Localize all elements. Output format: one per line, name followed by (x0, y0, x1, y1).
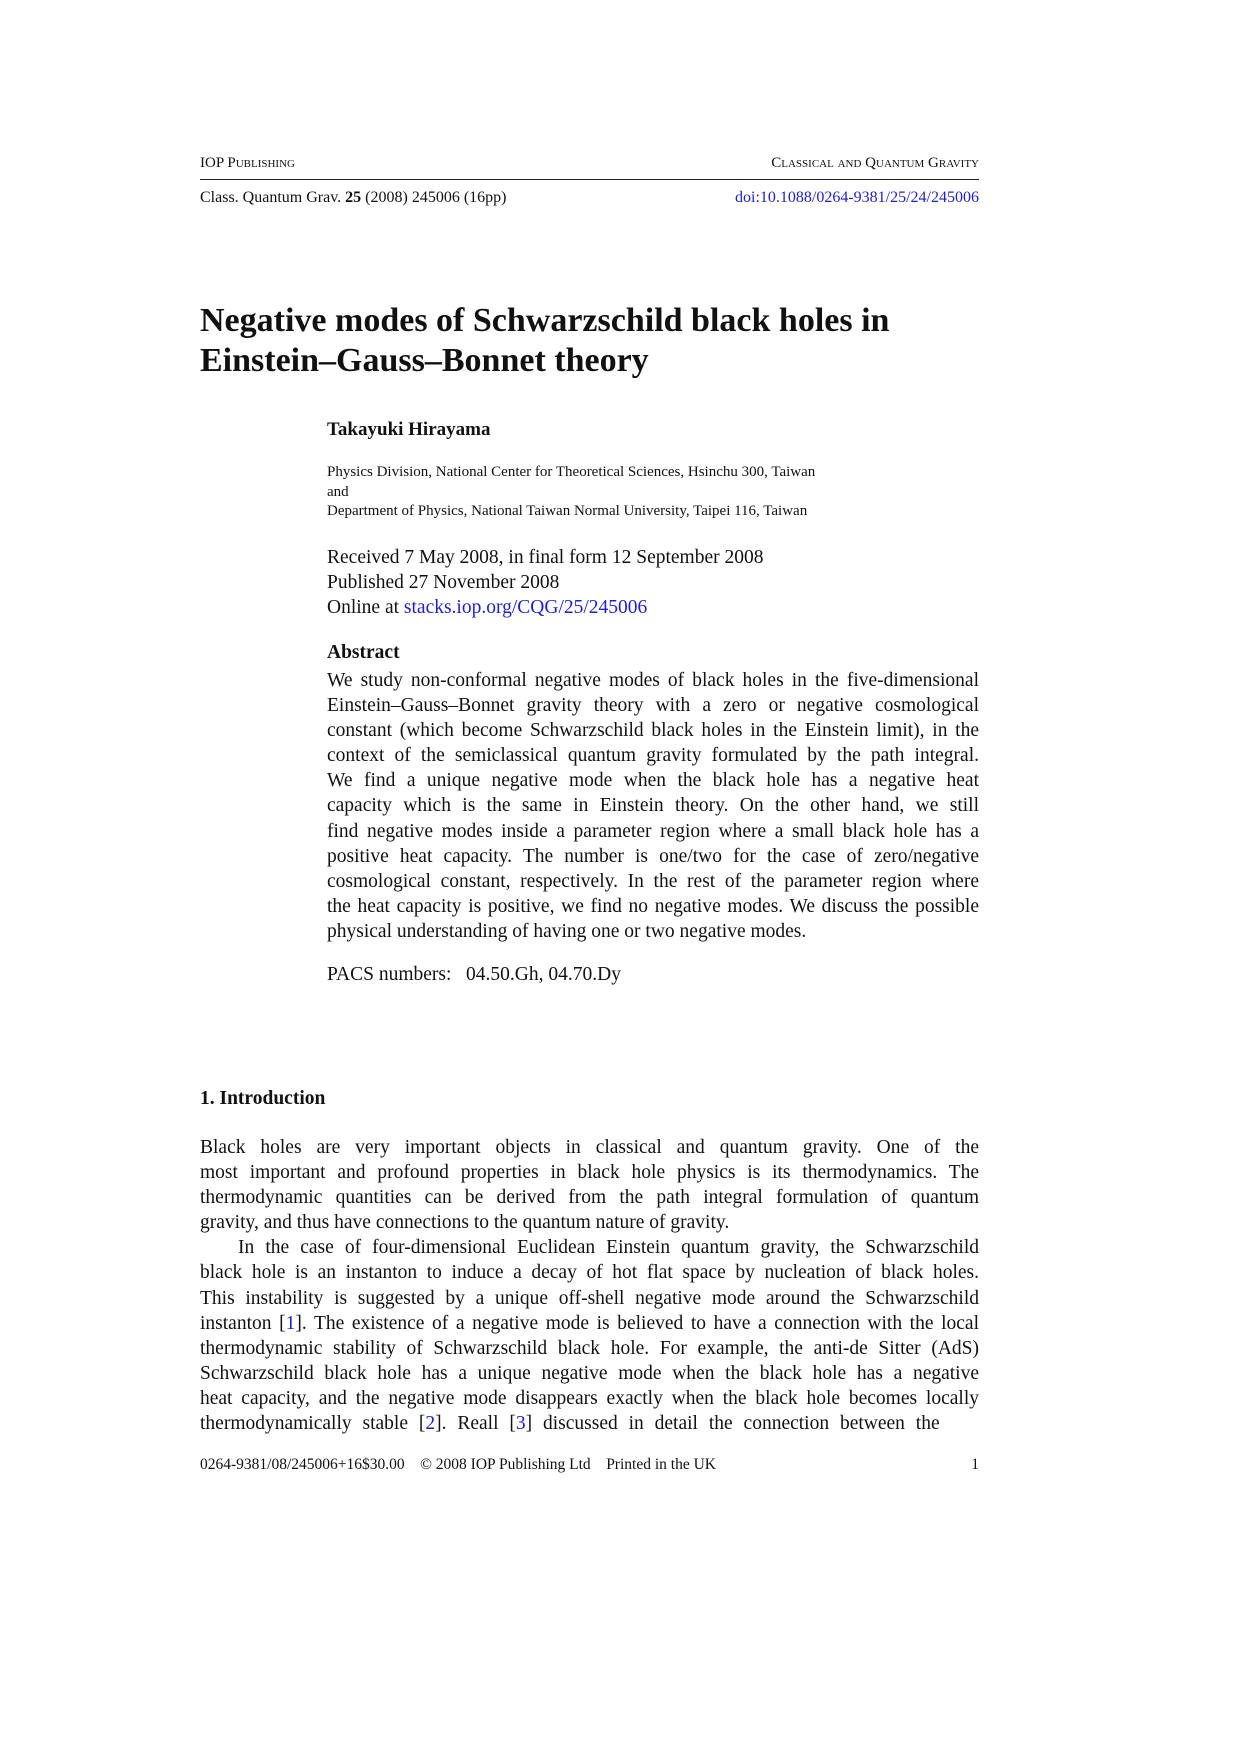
body-line (200, 1311, 979, 1336)
section-heading: 1. Introduction (200, 1088, 326, 1109)
citation-volume: 25 (345, 189, 362, 206)
text-line: most important and profound properties in black hole physics is its thermodynamics. The (200, 1162, 979, 1184)
text-line: the heat capacity is positive, we find no negative modes. We discuss the possible (327, 895, 979, 917)
footer-printed: Printed in the UK (606, 1456, 716, 1473)
publisher-label: IOP Publishing (200, 155, 295, 171)
abstract-body (327, 668, 979, 944)
body-line: Schwarzschild black hole has a unique negative mode when the black hole has a negative (200, 1362, 979, 1384)
abstract-heading: Abstract (327, 642, 400, 663)
text-line: positive heat capacity. The number is one/two for the case of zero/negative (327, 845, 979, 867)
doi-link[interactable]: doi:10.1088/0264-9381/25/24/245006 (735, 189, 979, 206)
journal-label: Classical and Quantum Gravity (771, 155, 979, 171)
text-line: Einstein–Gauss–Bonnet gravity theory with a zero or negative cosmological (327, 695, 979, 717)
title-line: Negative modes of Schwarzschild black holes in (200, 302, 890, 339)
citation (200, 189, 506, 207)
text: ]. The existence of a negative mode is believed to have a connection with the local (295, 1312, 979, 1334)
online-label: Online at (327, 597, 404, 618)
affiliations (327, 463, 815, 522)
text-line: cosmological constant, respectively. In the rest of the parameter region where (327, 870, 979, 892)
body-line: This instability is suggested by a unique off-shell negative mode around the Schwarzschild (200, 1287, 979, 1309)
citation-text: (2008) 245006 (16pp) (361, 189, 507, 206)
text-line: thermodynamic quantities can be derived from the path integral formulation of quantum (200, 1187, 979, 1209)
body-line: black hole is an instanton to induce a decay of hot flat space by nucleation of black holes. (200, 1262, 979, 1284)
text-line: capacity which is the same in Einstein theory. On the other hand, we still (327, 795, 979, 817)
footer (200, 1456, 716, 1474)
text-line: We find a unique negative mode when the black hole has a negative heat (327, 770, 979, 792)
affiliation: Department of Physics, National Taiwan Normal University, Taipei 116, Taiwan (327, 503, 808, 519)
affiliation-and: and (327, 483, 349, 500)
text-line: context of the semiclassical quantum gravity formulated by the path integral. (327, 745, 979, 767)
text-line: Black holes are very important objects in classical and quantum gravity. One of the (200, 1137, 979, 1158)
text-line: gravity, and thus have connections to the quantum nature of gravity. (200, 1212, 730, 1234)
body-line: heat capacity, and the negative mode disappears exactly when the black hole becomes locally (200, 1387, 979, 1409)
text-line: physical understanding of having one or two negative modes. (327, 920, 807, 942)
citation-text: Class. Quantum Grav. (200, 189, 346, 206)
text: thermodynamically stable [ (200, 1413, 426, 1435)
body-line (200, 1411, 979, 1436)
dates (327, 545, 763, 620)
text-line: constant (which become Schwarzschild black holes in the Einstein limit), in the (327, 720, 979, 742)
header-rule (200, 179, 979, 180)
page-number: 1 (971, 1456, 979, 1473)
online-at (327, 595, 763, 620)
title-line: Einstein–Gauss–Bonnet theory (200, 342, 649, 379)
affiliation: Physics Division, National Center for Theoretical Sciences, Hsinchu 300, Taiwan (327, 464, 816, 480)
online-link[interactable]: stacks.iop.org/CQG/25/245006 (403, 597, 648, 618)
pacs-numbers: PACS numbers: 04.50.Gh, 04.70.Dy (327, 964, 621, 985)
body-line: thermodynamic stability of Schwarzschild black hole. For example, the anti-de Sitter (AdS) (200, 1337, 979, 1359)
text: ]. Reall [ (435, 1413, 516, 1435)
received-date: Received 7 May 2008, in final form 12 September 2008 (327, 547, 764, 568)
text-line: We study non-conformal negative modes of black holes in the five-dimensional (327, 670, 979, 691)
body-line: In the case of four-dimensional Euclidean Einstein quantum gravity, the Schwarzschild (238, 1237, 979, 1259)
citation-link[interactable]: 1 (285, 1312, 296, 1334)
text: instanton [ (200, 1312, 286, 1334)
citation-link[interactable]: 2 (425, 1413, 436, 1435)
text: ] discussed in detail the connection between the (525, 1413, 940, 1435)
author: Takayuki Hirayama (327, 419, 491, 440)
footer-copyright: © 2008 IOP Publishing Ltd (420, 1456, 591, 1473)
paper-title (200, 301, 889, 381)
footer-code: 0264-9381/08/245006+16$30.00 (200, 1456, 405, 1473)
intro-body (200, 1135, 979, 1436)
citation-link[interactable]: 3 (515, 1413, 526, 1435)
published-date: Published 27 November 2008 (327, 572, 560, 593)
text-line: find negative modes inside a parameter region where a small black hole has a (327, 820, 979, 842)
